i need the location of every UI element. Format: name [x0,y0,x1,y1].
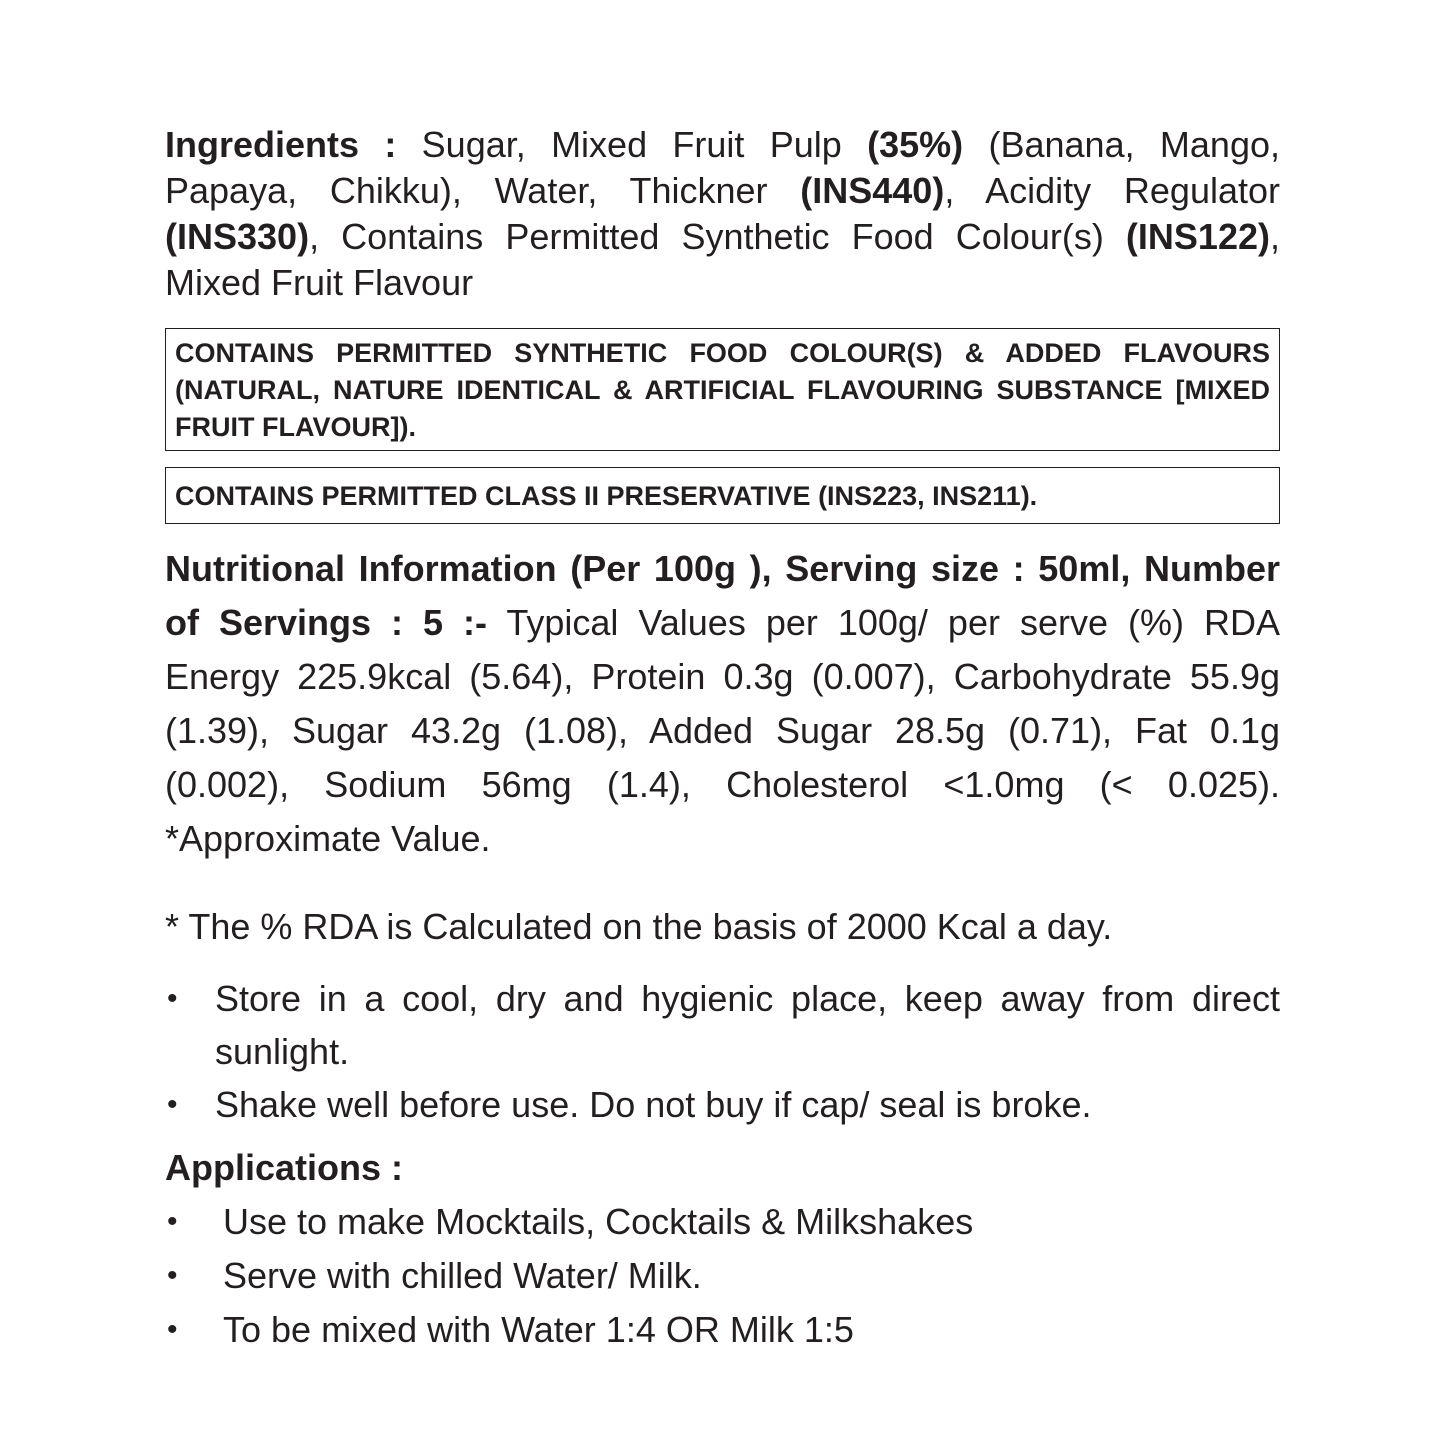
application-item-text: Use to make Mocktails, Cocktails & Milkshakes [223,1201,974,1242]
colour-flavour-notice: CONTAINS PERMITTED SYNTHETIC FOOD COLOUR(S) & ADDED FLAVOURS (NATURAL, NATURE IDENTICAL & ARTIFICIAL FLAVOURING SUBSTANCE [MIXED FRUIT FLAVOUR]). [165,328,1280,451]
bullet-icon: • [167,1313,178,1346]
storage-instructions [165,972,1280,1131]
storage-item-text: Shake well before use. Do not buy if cap/ seal is broke. [215,1084,1092,1125]
nutrition-values: Typical Values per 100g/ per serve (%) RDA Energy 225.9kcal (5.64), Protein 0.3g (0.007), Carbohydrate 55.9g (1.39), Sugar 43.2g (1.08), Added Sugar 28.5g (0.71), Fat 0.1g (0.002), Sodium 56mg (1.4), Cholesterol <1.0mg (< 0.025). *Approximate Value. [165,602,1280,859]
list-item [165,972,1280,1078]
thickener-code: (INS440) [800,170,945,211]
ingredients-text-5: , Mixed Fruit Flavour [165,216,1280,303]
bullet-icon: • [167,1259,178,1292]
application-item-text: Serve with chilled Water/ Milk. [223,1255,702,1296]
ingredients-text-2: (Banana, Mango, Papaya, Chikku), Water, Thickner [165,124,1280,211]
rda-note: * The % RDA is Calculated on the basis of 2000 Kcal a day. [165,906,1113,947]
acidity-regulator-code: (INS330) [165,216,310,257]
list-item [165,1078,1280,1131]
product-label [165,122,1280,1357]
ingredients-label: Ingredients : [165,124,397,165]
list-item [165,1195,1280,1249]
bullet-icon: • [167,1088,178,1121]
ingredients-paragraph [165,122,1280,306]
preservative-notice: CONTAINS PERMITTED CLASS II PRESERVATIVE (INS223, INS211). [165,467,1280,524]
storage-item-text: Store in a cool, dry and hygienic place, keep away from direct sunlight. [215,978,1280,1072]
ingredients-text-3: , Acidity Regulator [944,170,1280,211]
list-item [165,1249,1280,1303]
nutrition-heading: Nutritional Information (Per 100g ), Serving size : 50ml, Number of Servings : 5 :- [165,548,1280,643]
nutrition-paragraph [165,542,1280,866]
application-item-text: To be mixed with Water 1:4 OR Milk 1:5 [223,1309,854,1350]
applications-list [165,1195,1280,1357]
ingredients-text-4: , Contains Permitted Synthetic Food Colour(s) [309,216,1126,257]
fruit-pulp-percent: (35%) [867,124,964,165]
bullet-icon: • [167,982,178,1015]
applications-title: Applications : [165,1147,404,1188]
list-item [165,1303,1280,1357]
ingredients-text-1: Sugar, Mixed Fruit Pulp [396,124,868,165]
bullet-icon: • [167,1205,178,1238]
food-colour-code: (INS122) [1125,216,1270,257]
